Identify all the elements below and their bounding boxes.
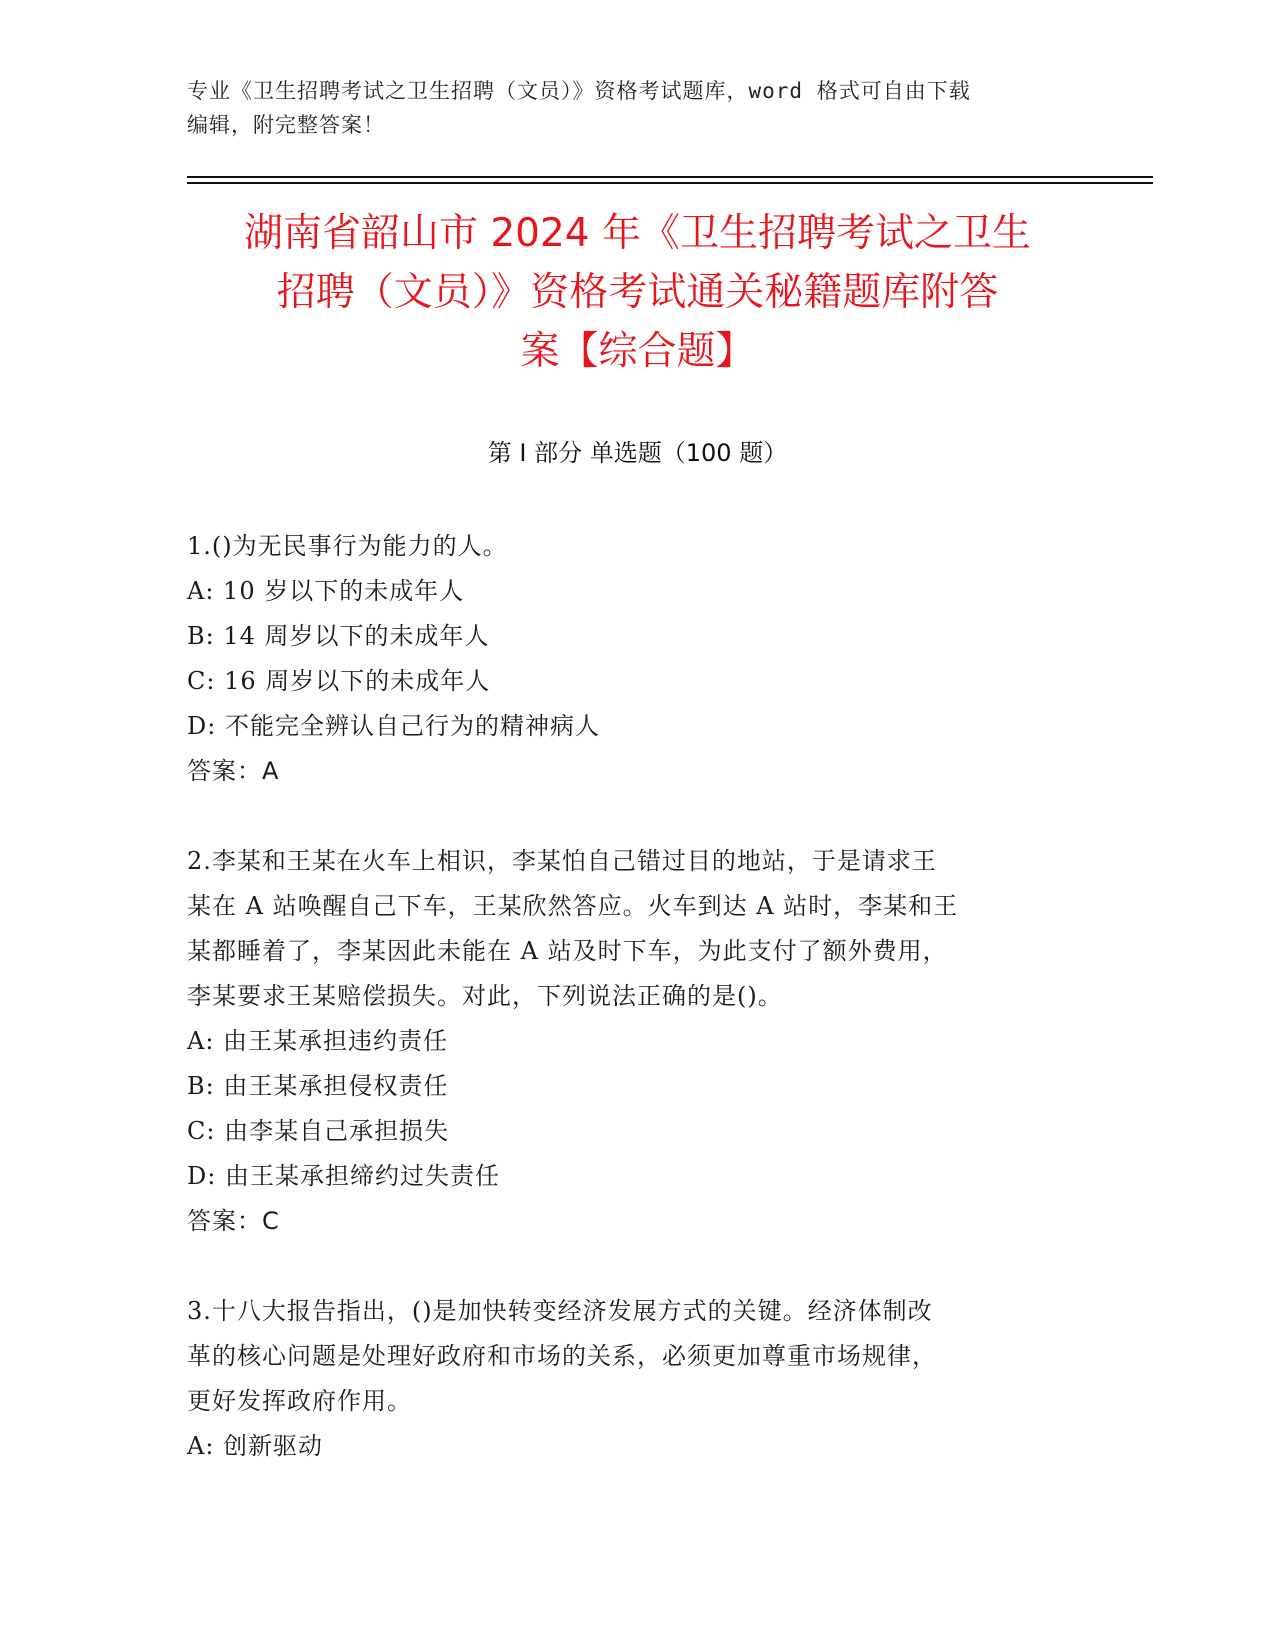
answer-line: 答案：C: [187, 1207, 280, 1235]
question-stem-line: 1.()为无民事行为能力的人。: [187, 532, 508, 560]
answer-line: 答案：A: [187, 757, 280, 785]
title-line-2: 招聘（文员）》资格考试通关秘籍题库附答: [276, 270, 999, 315]
header-note-line-1: 专业《卫生招聘考试之卫生招聘（文员）》资格考试题库，word 格式可自由下载: [187, 79, 971, 103]
header-note: [187, 74, 1087, 142]
question-stem-line: 更好发挥政府作用。: [187, 1387, 412, 1415]
question-3: [187, 1289, 1067, 1469]
question-stem-line: 3.十八大报告指出，()是加快转变经济发展方式的关键。经济体制改: [187, 1297, 933, 1325]
question-stem-line: 2.李某和王某在火车上相识，李某怕自己错过目的地站，于是请求王: [187, 847, 937, 875]
header-note-line-2: 编辑，附完整答案！: [187, 113, 385, 137]
option-a: A: 10 岁以下的未成年人: [187, 577, 465, 605]
question-stem-line: 李某要求王某赔偿损失。对此，下列说法正确的是()。: [187, 982, 783, 1010]
option-a: A: 创新驱动: [187, 1432, 324, 1460]
option-c: C: 16 周岁以下的未成年人: [187, 667, 491, 695]
option-c: C: 由李某自己承担损失: [187, 1117, 450, 1145]
title-line-3: 案【综合题】: [520, 329, 755, 374]
option-b: B: 14 周岁以下的未成年人: [187, 622, 490, 650]
title-line-1: 湖南省韶山市 2024 年《卫生招聘考试之卫生: [243, 211, 1032, 256]
question-stem-line: 革的核心问题是处理好政府和市场的关系，必须更加尊重市场规律，: [187, 1342, 937, 1370]
question-stem-line: 某在 A 站唤醒自己下车，王某欣然答应。火车到达 A 站时，李某和王: [187, 892, 959, 920]
question-list: [187, 524, 1067, 1514]
option-d: D: 不能完全辨认自己行为的精神病人: [187, 712, 600, 740]
header-rule-bottom: [187, 182, 1153, 184]
header-rule-top: [187, 176, 1153, 178]
section-heading: 第 I 部分 单选题（100 题）: [487, 439, 788, 467]
option-a: A: 由王某承担违约责任: [187, 1027, 449, 1055]
question-2: [187, 839, 1067, 1244]
question-stem-line: 某都睡着了，李某因此未能在 A 站及时下车，为此支付了额外费用，: [187, 937, 948, 965]
document-title: [180, 204, 1095, 381]
option-d: D: 由王某承担缔约过失责任: [187, 1162, 500, 1190]
question-1: [187, 524, 1067, 794]
option-b: B: 由王某承担侵权责任: [187, 1072, 449, 1100]
